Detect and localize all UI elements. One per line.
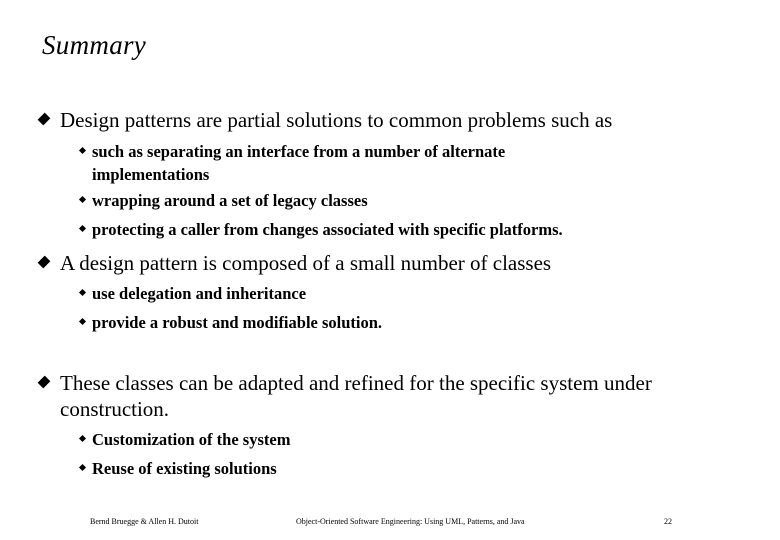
sub-bullet-text: Customization of the system	[92, 430, 291, 449]
footer-book-title: Object-Oriented Software Engineering: Using UML, Patterns, and Java	[296, 517, 525, 526]
diamond-bullet-icon	[38, 113, 51, 126]
diamond-bullet-icon	[38, 376, 51, 389]
bullet-text: These classes can be adapted and refined for the specific system under construction.	[60, 371, 652, 421]
diamond-bullet-icon	[79, 435, 86, 442]
footer-page-number: 22	[664, 517, 672, 526]
bullet-text: Design patterns are partial solutions to common problems such as	[60, 108, 613, 132]
diamond-bullet-icon	[79, 196, 86, 203]
diamond-bullet-icon	[79, 464, 86, 471]
sub-bullet-text: wrapping around a set of legacy classes	[92, 191, 368, 210]
diamond-bullet-icon	[79, 147, 86, 154]
sub-bullet-text: Reuse of existing solutions	[92, 459, 277, 478]
sub-bullet-text: use delegation and inheritance	[92, 284, 307, 303]
diamond-bullet-icon	[79, 318, 86, 325]
diamond-bullet-icon	[79, 225, 86, 232]
diamond-bullet-icon	[38, 256, 51, 269]
bullet-text: A design pattern is composed of a small number of classes	[60, 251, 552, 275]
footer-authors: Bernd Bruegge & Allen H. Dutoit	[90, 517, 199, 526]
slide-title: Summary	[42, 30, 147, 60]
sub-bullet-text: provide a robust and modifiable solution.	[92, 313, 383, 332]
sub-bullet-text: such as separating an interface from a number of alternate implementations	[92, 142, 506, 184]
diamond-bullet-icon	[79, 289, 86, 296]
sub-bullet-text: protecting a caller from changes associated with specific platforms.	[92, 220, 563, 239]
